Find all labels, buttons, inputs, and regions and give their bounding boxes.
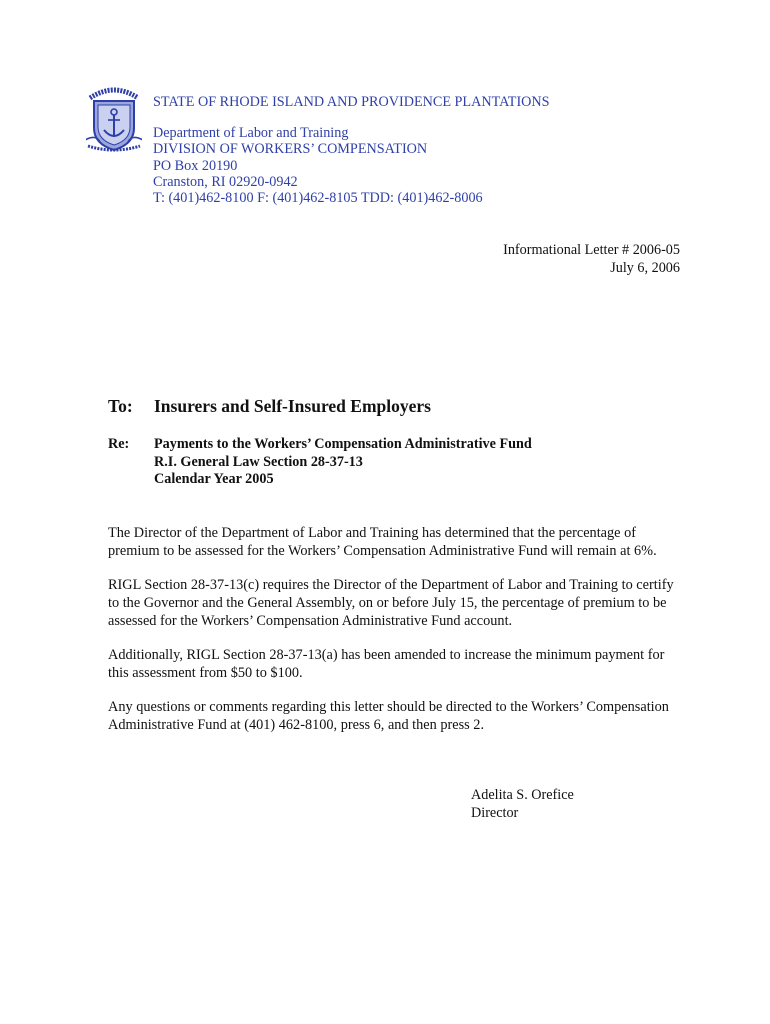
letterhead (153, 94, 550, 206)
to-recipients: Insurers and Self-Insured Employers (154, 396, 431, 416)
body-paragraph: The Director of the Department of Labor and Training has determined that the percentage of premium to be assessed for the Workers’ Compensation Administrative Fund will remain at 6%. (108, 525, 657, 559)
re-subject-line: Calendar Year 2005 (154, 471, 274, 488)
body-paragraph: Additionally, RIGL Section 28-37-13(a) has been amended to increase the minimum payment for this assessment from $50 to $100. (108, 647, 665, 681)
body-paragraph: RIGL Section 28-37-13(c) requires the Director of the Department of Labor and Training to certify to the Governor and the General Assembly, on or before July 15, the percentage of premium to be assessed for the Workers’ Compensation Administrative Fund account. (108, 577, 674, 629)
letter-date: July 6, 2006 (610, 259, 680, 276)
body-paragraph: Any questions or comments regarding this letter should be directed to the Workers’ Compensation Administrative Fund at (401) 462-8100, press 6, and then press 2. (108, 699, 669, 733)
letter-body (108, 524, 688, 750)
state-seal-icon (86, 84, 142, 156)
to-label: To: (108, 396, 133, 416)
re-subject-line: R.I. General Law Section 28-37-13 (154, 453, 363, 470)
po-box: PO Box 20190 (153, 157, 238, 174)
signer-name: Adelita S. Orefice (471, 787, 574, 803)
re-label: Re: (108, 436, 130, 452)
signer-title: Director (471, 804, 519, 821)
letter-number: Informational Letter # 2006-05 (503, 242, 680, 258)
city-address: Cranston, RI 02920-0942 (153, 173, 298, 190)
letter-reference (503, 242, 680, 277)
department-name: Department of Labor and Training (153, 125, 349, 142)
signature-block (471, 787, 574, 822)
state-name: STATE OF RHODE ISLAND AND PROVIDENCE PLANTATIONS (153, 94, 550, 110)
phone-numbers: T: (401)462-8100 F: (401)462-8105 TDD: (401)462-8006 (153, 190, 483, 207)
division-name: DIVISION OF WORKERS’ COMPENSATION (153, 141, 428, 158)
to-line (108, 396, 431, 417)
re-subject-line: Payments to the Workers’ Compensation Administrative Fund (154, 436, 532, 452)
